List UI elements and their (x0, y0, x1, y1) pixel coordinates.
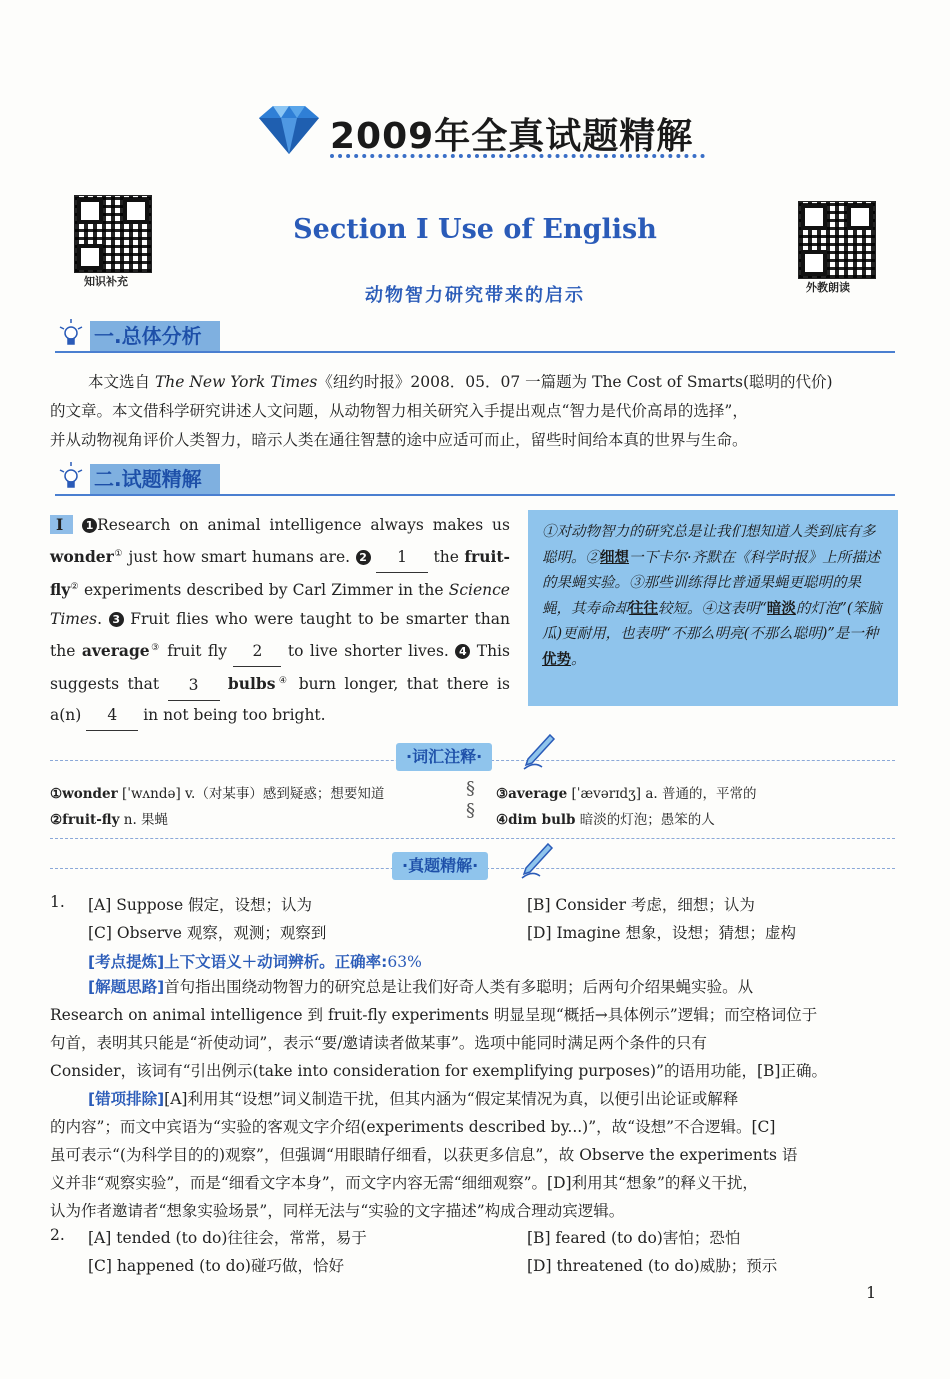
vocab-item: ①wonder [ˈwʌndə] v.（对某事）感到疑惑；想要知道 (50, 786, 385, 802)
wrong-options: [错项排除][A]利用其“设想”词义制造干扰，但其内涵为“假定某情况为真，以便引出论证或解释 的内容”；而文中宾语为“实验的客观文字介绍(experiments described by...)”，故“设想”不合逻辑。[C] 虽可表示“(为科学目的的)观察”，但强调“用眼睛仔细看，以获更多信息”，故 Observe the experiments 语 义并非“观察实验”，而是“细看文字本身”，而文字内容无需“细细观察”。[D]利用其“想象”的释义干扰， 认为作者邀请者“想象实验场景”，同样无法与“实验的文字描述”构成合理动宾逻辑。 (50, 1090, 798, 1220)
blank-1[interactable]: 1 (376, 543, 428, 573)
option-d[interactable]: [D] Imagine 想象，设想；猜想；虚构 (527, 924, 796, 942)
vocab-item: ②fruit-fly n. 果蝇 (50, 812, 169, 828)
test-point: [考点提炼]上下文语义＋动词辨析。正确率:63% (88, 953, 422, 971)
pen-icon (520, 733, 556, 771)
blank-4[interactable]: 4 (86, 701, 138, 731)
blank-2[interactable]: 2 (233, 637, 281, 667)
paragraph-marker: Ⅰ (50, 515, 73, 534)
qr-right-label: 外教朗读 (806, 281, 850, 294)
option-a[interactable]: [A] Suppose 假定，设想；认为 (88, 896, 313, 914)
vocab-badge: ·词汇注释· (396, 743, 492, 771)
accuracy-rate: 63% (387, 953, 422, 971)
divider (55, 494, 895, 496)
lightbulb-icon (58, 461, 84, 491)
section-heading-overall: 一.总体分析 (90, 321, 220, 351)
question-number: 1. (50, 893, 65, 911)
section-heading-detail: 二.试题精解 (90, 464, 220, 494)
article-subtitle: 动物智力研究带来的启示 (365, 285, 585, 306)
divider (50, 838, 895, 839)
analysis-paragraph: 本文选自 The New York Times《纽约时报》2008．05．07 一篇题为 The Cost of Smarts(聪明的代价) 的文章。本文借科学研究讲述人文问题，从动物智力相关研究入手提出观点“智力是代价高昂的选择”， 并从动物视角评价人类智力，暗示人类在通往智慧的途中应适可而止，留些时间给本真的世界与生命。 (50, 373, 833, 449)
option-d[interactable]: [D] threatened (to do)威胁；预示 (527, 1257, 778, 1275)
passage-text: Ⅰ 1 Research on animal intelligence always makes us wonder① just how smart humans are. 2 1 the fruit-fly② experiments described by Carl Zimmer in the Science Times. 3 Fruit flies who were taught to be smarter than the average③ fruit fly 2 to live shorter lives. 4 This suggests that 3 bulbs④ burn longer, that there is a(n) 4 in not being too bright. (50, 510, 510, 731)
vocab-item: ④dim bulb 暗淡的灯泡；愚笨的人 (496, 812, 715, 828)
option-a[interactable]: [A] tended (to do)往往会，常常，易于 (88, 1229, 367, 1247)
lightbulb-icon (58, 318, 84, 348)
option-c[interactable]: [C] happened (to do)碰巧做，恰好 (88, 1257, 344, 1275)
divider (55, 351, 895, 353)
section-title: Section Ⅰ Use of English (293, 214, 657, 245)
vocab-item: ③average [ˈævərɪdʒ] a. 普通的，平常的 (496, 786, 757, 802)
option-b[interactable]: [B] feared (to do)害怕；恐怕 (527, 1229, 741, 1247)
option-b[interactable]: [B] Consider 考虑，细想；认为 (527, 896, 755, 914)
diamond-icon (255, 104, 323, 156)
translation-box: ①对动物智力的研究总是让我们想知道人类到底有多聪明。②细想一下卡尔·齐默在《科学时报》上所描述的果蝇实验。③那些训练得比普通果蝇更聪明的果蝇，其寿命却往往较短。④这表明“暗淡的灯泡”(笨脑瓜)更耐用，也表明“不那么明亮(不那么聪明)”是一种优势。 (528, 510, 898, 706)
answers-badge: ·真题精解· (392, 852, 488, 880)
title-underline (330, 154, 705, 158)
question-number: 2. (50, 1226, 65, 1244)
pen-icon (518, 842, 554, 880)
qr-left-label: 知识补充 (84, 275, 128, 288)
vocab-separator: § § (466, 778, 475, 821)
page-number: 1 (866, 1283, 877, 1302)
page-title: 2009年全真试题精解 (330, 116, 694, 157)
blank-3[interactable]: 3 (168, 671, 220, 701)
solution-idea: [解题思路]首句指出围绕动物智力的研究总是让我们好奇人类有多聪明；后两句介绍果蝇实验。从 Research on animal intelligence 到 fruit-fly experiments 明显呈现“概括→具体例示”逻辑；而空格词位于 句首，表明其只能是“祈使动词”，表示“要/邀请读者做某事”。选项中能同时满足两个条件的只有 Consider，该词有“引出例示(take into consideration for exemplifying purposes)”的语用功能，[B]正确。 (50, 978, 827, 1080)
option-c[interactable]: [C] Observe 观察，观测；观察到 (88, 924, 327, 942)
